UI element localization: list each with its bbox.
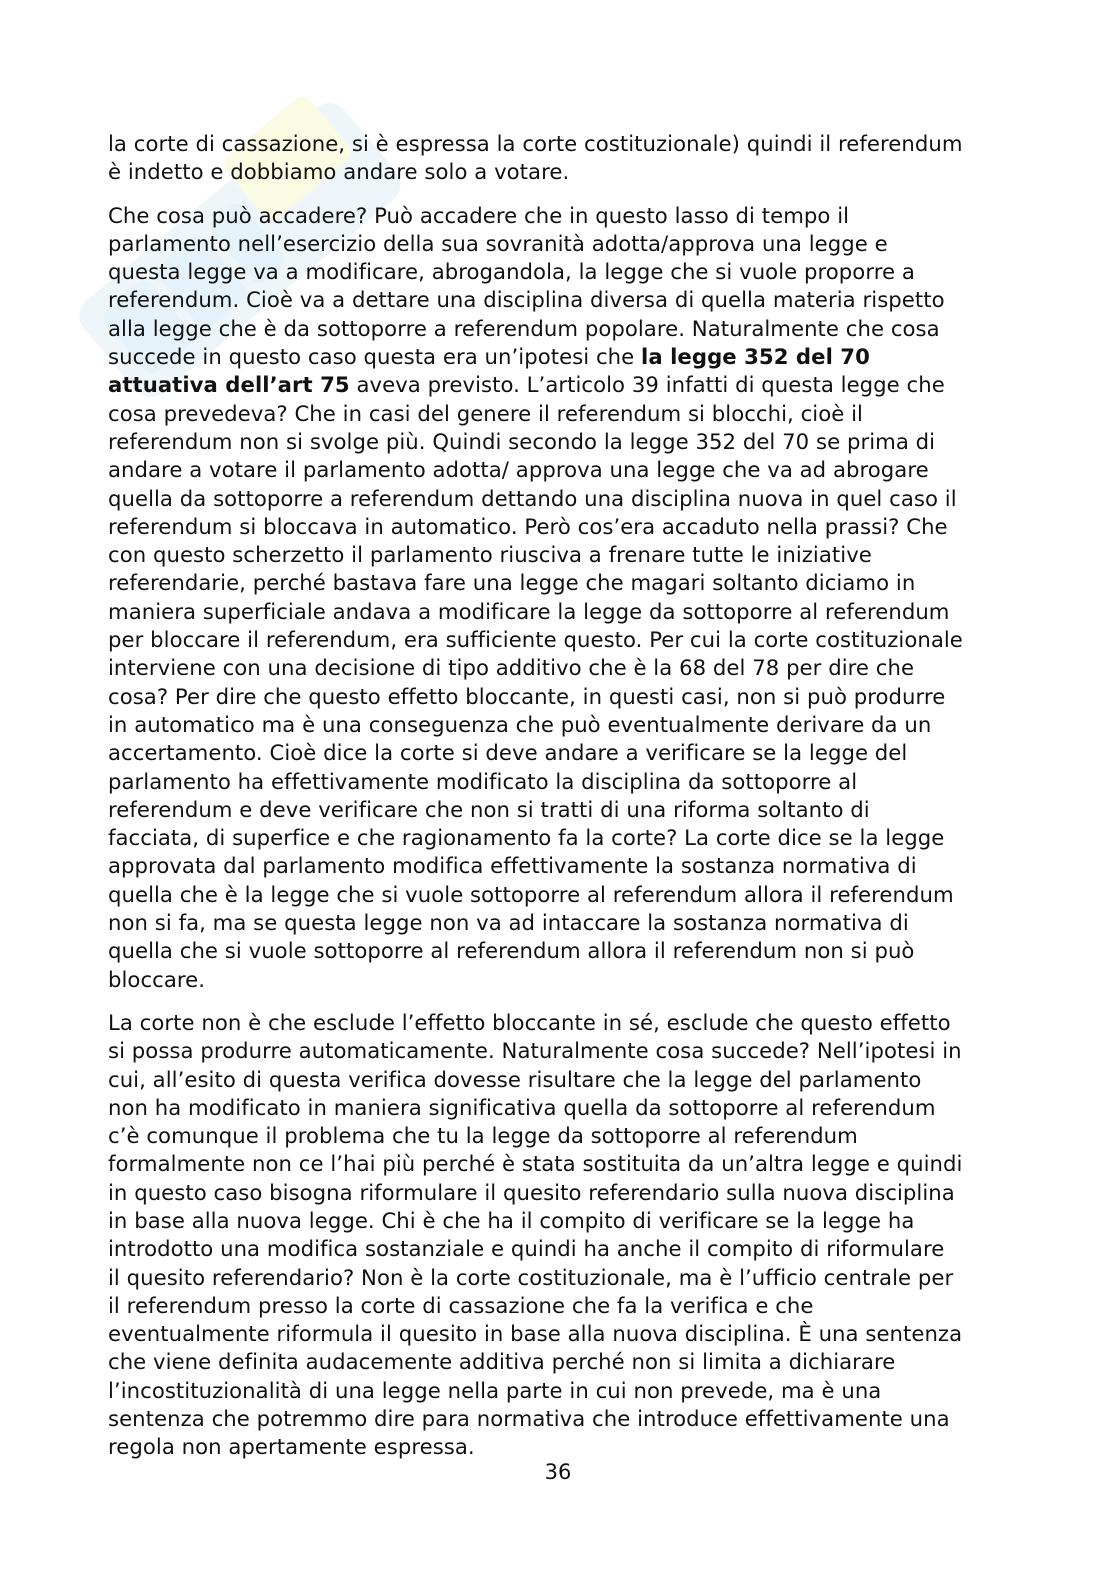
text-line: interviene con una decisione di tipo additivo che è la 68 del 78 per dire che: [108, 655, 915, 681]
text-line: questa legge va a modificare, abrogandola, la legge che si vuole proporre a: [108, 259, 915, 285]
text-line: eventualmente riformula il quesito in base alla nuova disciplina. È una sentenza: [108, 1321, 963, 1347]
text-line: parlamento ha effettivamente modificato la disciplina da sottoporre al: [108, 768, 858, 794]
text-line: La corte non è che esclude l’effetto bloccante in sé, esclude che questo effetto: [108, 1009, 951, 1035]
text-line: il quesito referendario? Non è la corte costituzionale, ma è l’ufficio centrale per: [108, 1264, 954, 1290]
text-line: con questo scherzetto il parlamento riusciva a frenare tutte le iniziative: [108, 542, 872, 568]
text-line: in questo caso bisogna riformulare il quesito referendario sulla nuova disciplina: [108, 1179, 955, 1205]
text-line: referendum. Cioè va a dettare una disciplina diversa di quella materia rispetto: [108, 287, 945, 313]
text-line: c’è comunque il problema che tu la legge da sottoporre al referendum: [108, 1123, 858, 1149]
text-line: che viene definita audacemente additiva perché non si limita a dichiarare: [108, 1349, 896, 1375]
text-line: la corte di cassazione, si è espressa la corte costituzionale) quindi il referendum: [108, 131, 963, 156]
bold-article-reference: attuativa dell’art 75: [108, 372, 350, 398]
text-line: per bloccare il referendum, era sufficiente questo. Per cui la corte costituzionale: [108, 627, 963, 653]
paragraph-2: [108, 202, 1013, 994]
text-line: quella che si vuole sottoporre al referendum allora il referendum non si può: [108, 938, 915, 964]
text-line: formalmente non ce l’hai più perché è stata sostituita da un’altra legge e quindi: [108, 1151, 963, 1177]
text-line: referendum e deve verificare che non si tratti di una riforma soltanto di: [108, 796, 870, 822]
text-line: cosa? Per dire che questo effetto bloccante, in questi casi, non si può produrre: [108, 683, 946, 709]
text-segment: aveva previsto. L’articolo 39 infatti di questa legge che: [349, 372, 945, 398]
text-line: Che cosa può accadere? Può accadere che in questo lasso di tempo il: [108, 202, 850, 228]
text-segment: succede in questo caso questa era un’ipotesi che: [108, 344, 642, 370]
text-line: maniera superficiale andava a modificare la legge da sottoporre al referendum: [108, 598, 950, 624]
text-line-with-bold: [108, 343, 1013, 371]
paragraph-1: [108, 130, 1013, 187]
text-line: non si fa, ma se questa legge non va ad intaccare la sostanza normativa di: [108, 910, 909, 936]
text-line: in automatico ma è una conseguenza che può eventualmente derivare da un: [108, 711, 932, 737]
text-line: facciata, di superfice e che ragionamento fa la corte? La corte dice se la legge: [108, 825, 945, 851]
text-line: quella che è la legge che si vuole sottoporre al referendum allora il referendum: [108, 881, 954, 907]
text-line: quella da sottoporre a referendum dettando una disciplina nuova in quel caso il: [108, 485, 957, 511]
text-line: approvata dal parlamento modifica effettivamente la sostanza normativa di: [108, 853, 917, 879]
text-line: sentenza che potremmo dire para normativa che introduce effettivamente una: [108, 1406, 950, 1432]
text-line: non ha modificato in maniera significativa quella da sottoporre al referendum: [108, 1094, 936, 1120]
bold-law-reference: la legge 352 del 70: [641, 344, 870, 370]
text-line: accertamento. Cioè dice la corte si deve andare a verificare se la legge del: [108, 740, 908, 766]
text-line: in base alla nuova legge. Chi è che ha il compito di verificare se la legge ha: [108, 1207, 915, 1233]
text-line: si possa produrre automaticamente. Naturalmente cosa succede? Nell’ipotesi in: [108, 1038, 962, 1064]
text-line: cosa prevedeva? Che in casi del genere il referendum si blocchi, cioè il: [108, 400, 863, 426]
text-line: regola non apertamente espressa.: [108, 1434, 475, 1460]
text-line: bloccare.: [108, 966, 206, 992]
page-number: 36: [544, 1460, 572, 1484]
text-line: referendarie, perché bastava fare una legge che magari soltanto diciamo in: [108, 570, 916, 596]
text-line: l’incostituzionalità di una legge nella parte in cui non prevede, ma è una: [108, 1377, 882, 1403]
text-line: andare a votare il parlamento adotta/ approva una legge che va ad abrogare: [108, 457, 929, 483]
text-line: referendum non si svolge più. Quindi secondo la legge 352 del 70 se prima di: [108, 428, 936, 454]
text-line: è indetto e dobbiamo andare solo a votare.: [108, 159, 570, 185]
text-line: parlamento nell’esercizio della sua sovranità adotta/approva una legge e: [108, 230, 888, 256]
body-text: [108, 130, 1013, 1477]
text-line-with-bold: [108, 371, 1013, 399]
paragraph-3: [108, 1009, 1013, 1462]
text-line: introdotto una modifica sostanziale e quindi ha anche il compito di riformulare: [108, 1236, 945, 1262]
text-line: il referendum presso la corte di cassazione che fa la verifica e che: [108, 1292, 814, 1318]
text-line: referendum si bloccava in automatico. Però cos’era accaduto nella prassi? Che: [108, 513, 948, 539]
text-line: cui, all’esito di questa verifica dovesse risultare che la legge del parlamento: [108, 1066, 922, 1092]
text-line: alla legge che è da sottoporre a referendum popolare. Naturalmente che cosa: [108, 315, 940, 341]
